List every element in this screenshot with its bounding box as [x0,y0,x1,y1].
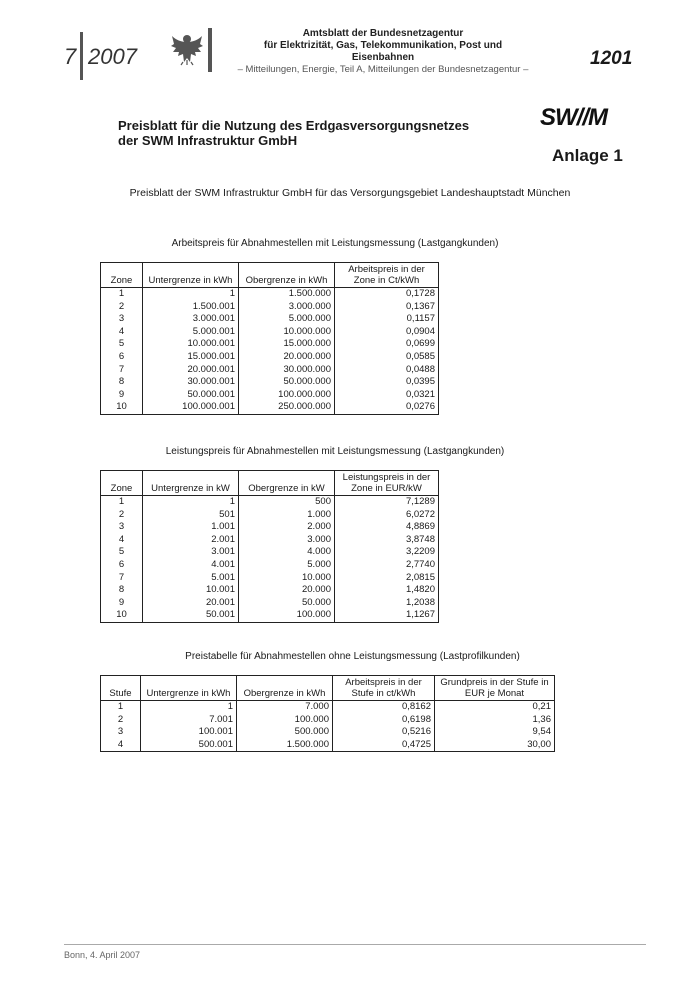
table-cell: 1,1267 [335,609,439,622]
table-cell: 0,6198 [333,714,435,727]
table1-caption: Arbeitspreis für Abnahmestellen mit Leistungsmessung (Lastgangkunden) [171,238,499,249]
table-cell: 4 [101,534,143,547]
table-cell: 9,54 [435,726,555,739]
table-cell: 0,5216 [333,726,435,739]
table2 [100,470,439,623]
table-row [101,701,555,714]
table-cell: 500 [239,496,335,509]
table3-header-work-price: Arbeitspreis in der Stufe in ct/kWh [333,676,435,701]
table3-header-base-price: Grundpreis in der Stufe in EUR je Monat [435,676,555,701]
table-row [101,534,439,547]
table-row [101,351,439,364]
table-cell: 100.001 [141,726,237,739]
table-cell: 2,7740 [335,559,439,572]
footer-divider [64,944,646,945]
table-cell: 1 [101,701,141,714]
table-row [101,559,439,572]
table-cell: 7 [101,364,143,377]
table-row [101,313,439,326]
table-cell: 5.000.001 [143,326,239,339]
table-row [101,739,555,752]
table-cell: 500.001 [141,739,237,752]
annex-label: Anlage 1 [552,146,623,165]
table-row [101,714,555,727]
table-cell: 50.000 [239,597,335,610]
table-cell: 1.500.001 [143,301,239,314]
table-cell: 0,0395 [335,376,439,389]
table-row [101,364,439,377]
table-row [101,338,439,351]
table1-header-lower: Untergrenze in kWh [143,263,239,288]
table1 [100,262,439,415]
table-row [101,376,439,389]
table-cell: 20.000.000 [239,351,335,364]
issue-number: 7 [64,44,77,69]
journal-subtitle: für Elektrizität, Gas, Telekommunikation, Post und Eisenbahnen [263,40,503,63]
table-cell: 3 [101,313,143,326]
table-cell: 15.000.001 [143,351,239,364]
table-cell: 10.000.000 [239,326,335,339]
table-cell: 3 [101,726,141,739]
table-row [101,509,439,522]
table-cell: 5.001 [143,572,239,585]
table-row [101,597,439,610]
table-cell: 0,0488 [335,364,439,377]
table-row [101,401,439,414]
table-cell: 30.000.001 [143,376,239,389]
footer-date: Bonn, 4. April 2007 [64,950,141,960]
table-cell: 2.000 [239,521,335,534]
table-row [101,726,555,739]
table-row [101,584,439,597]
table-cell: 1 [143,496,239,509]
page-number: 1201 [590,48,633,69]
table-cell: 10 [101,401,143,414]
table-cell: 0,1157 [335,313,439,326]
document-title [118,118,538,148]
table-cell: 0,8162 [333,701,435,714]
table-cell: 1.500.000 [239,288,335,301]
document-subtitle: Preisblatt der SWM Infrastruktur GmbH für das Versorgungsgebiet Landeshauptstadt München [129,187,571,199]
table-cell: 50.000.000 [239,376,335,389]
table-cell: 9 [101,597,143,610]
table-cell: 4 [101,739,141,752]
table3-header-lower: Untergrenze in kWh [141,676,237,701]
table1-body [101,288,439,415]
table-row [101,572,439,585]
table-cell: 2 [101,301,143,314]
issue-divider [80,32,83,80]
table-cell: 1,36 [435,714,555,727]
table-cell: 100.000.000 [239,389,335,402]
table-cell: 1,2038 [335,597,439,610]
header-divider [208,28,212,72]
table-cell: 7.001 [141,714,237,727]
table-cell: 3.000.000 [239,301,335,314]
table-cell: 5.000.000 [239,313,335,326]
table-cell: 10 [101,609,143,622]
table1-header-zone: Zone [101,263,143,288]
table-cell: 10.000 [239,572,335,585]
federal-eagle-icon [170,30,204,66]
table-cell: 0,0585 [335,351,439,364]
table-cell: 0,4725 [333,739,435,752]
document-title-line1: Preisblatt für die Nutzung des Erdgasversorgungsnetzes [118,118,470,133]
table-cell: 9 [101,389,143,402]
table3-caption: Preistabelle für Abnahmestellen ohne Leistungsmessung (Lastprofilkunden) [185,651,520,662]
table-row [101,326,439,339]
table-cell: 1.001 [143,521,239,534]
table-cell: 10.000.001 [143,338,239,351]
table-cell: 0,0699 [335,338,439,351]
table-cell: 8 [101,376,143,389]
table-row [101,546,439,559]
table-cell: 3.001 [143,546,239,559]
table-cell: 1 [143,288,239,301]
table-row [101,389,439,402]
table-cell: 0,21 [435,701,555,714]
table-cell: 3,8748 [335,534,439,547]
table-cell: 30.000.000 [239,364,335,377]
table-cell: 6 [101,351,143,364]
table1-header-upper: Obergrenze in kWh [239,263,335,288]
table-cell: 100.000 [237,714,333,727]
table3-header-upper: Obergrenze in kWh [237,676,333,701]
table3-header-stage: Stufe [101,676,141,701]
table-cell: 2,0815 [335,572,439,585]
table-cell: 1 [101,288,143,301]
table-cell: 5.000 [239,559,335,572]
table2-header-upper: Obergrenze in kW [239,471,335,496]
table-cell: 0,0904 [335,326,439,339]
table-cell: 500.000 [237,726,333,739]
table-cell: 7.000 [237,701,333,714]
table-cell: 5 [101,338,143,351]
table-cell: 0,0276 [335,401,439,414]
table-cell: 100.000 [239,609,335,622]
table-cell: 1 [101,496,143,509]
table1-header-price: Arbeitspreis in der Zone in Ct/kWh [335,263,439,288]
table-cell: 6 [101,559,143,572]
journal-title: Amtsblatt der Bundesnetzagentur [302,28,464,39]
table-cell: 501 [143,509,239,522]
table-cell: 1,4820 [335,584,439,597]
table-cell: 15.000.000 [239,338,335,351]
table2-header-price: Leistungspreis in der Zone in EUR/kW [335,471,439,496]
table-cell: 1 [141,701,237,714]
journal-section: – Mitteilungen, Energie, Teil A, Mitteilungen der Bundesnetzagentur – [237,64,529,75]
table-cell: 8 [101,584,143,597]
table-cell: 4.001 [143,559,239,572]
table3 [100,675,555,752]
table-cell: 1.000 [239,509,335,522]
table-cell: 7 [101,572,143,585]
table-cell: 4 [101,326,143,339]
table-cell: 20.000 [239,584,335,597]
table-cell: 250.000.000 [239,401,335,414]
table-cell: 3.000 [239,534,335,547]
table-cell: 4,8869 [335,521,439,534]
table2-body [101,496,439,623]
table-cell: 0,0321 [335,389,439,402]
table3-body [101,701,555,752]
table-row [101,496,439,509]
journal-header [235,28,531,76]
table2-header-zone: Zone [101,471,143,496]
table-cell: 5 [101,546,143,559]
swm-logo: SW//M [540,104,607,131]
table-cell: 3 [101,521,143,534]
table-cell: 2 [101,509,143,522]
table-cell: 3,2209 [335,546,439,559]
table-row [101,609,439,622]
table-cell: 50.001 [143,609,239,622]
table-cell: 10.001 [143,584,239,597]
table-cell: 30,00 [435,739,555,752]
table2-header-lower: Untergrenze in kW [143,471,239,496]
table-cell: 20.000.001 [143,364,239,377]
table-cell: 1.500.000 [237,739,333,752]
table-row [101,288,439,301]
issue-year: 2007 [88,44,137,69]
table-cell: 0,1367 [335,301,439,314]
table-cell: 2 [101,714,141,727]
table-cell: 2.001 [143,534,239,547]
table-cell: 50.000.001 [143,389,239,402]
table-cell: 4.000 [239,546,335,559]
table-cell: 6,0272 [335,509,439,522]
table-cell: 7,1289 [335,496,439,509]
table2-caption: Leistungspreis für Abnahmestellen mit Leistungsmessung (Lastgangkunden) [165,446,505,457]
table-cell: 100.000.001 [143,401,239,414]
table-row [101,301,439,314]
table-cell: 0,1728 [335,288,439,301]
table-row [101,521,439,534]
document-title-line2: der SWM Infrastruktur GmbH [118,133,298,148]
table-cell: 20.001 [143,597,239,610]
table-cell: 3.000.001 [143,313,239,326]
